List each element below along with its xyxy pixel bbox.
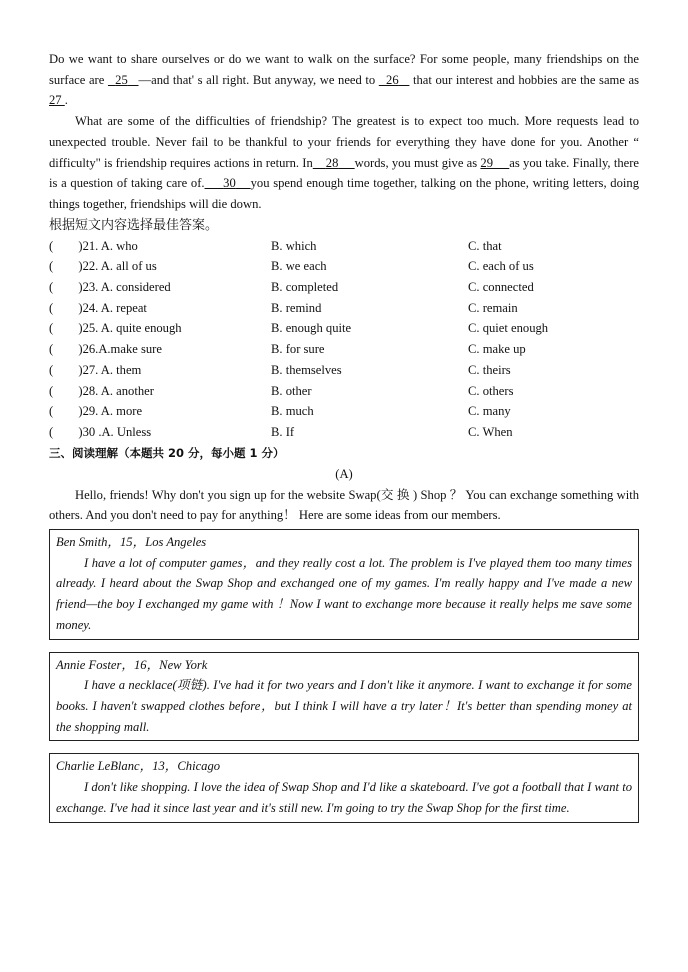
section-title: 三、阅读理解（本题共 20 分，每小题 1 分） <box>49 445 285 460</box>
option-row <box>49 256 639 277</box>
blank-28: 28 <box>325 155 339 170</box>
option-b: B. we each <box>271 259 327 274</box>
member-name: Ben Smith，15，Los Angeles <box>56 535 207 550</box>
option-a: ( )29. A. more <box>49 404 143 419</box>
passage-paragraph-1 <box>49 49 639 111</box>
option-row <box>49 277 639 298</box>
option-c: C. connected <box>468 280 534 295</box>
option-b: B. for sure <box>271 342 325 357</box>
blank-30: 30 <box>223 176 236 191</box>
passage-text: you spend enough time together, talking on the phone, writing letters, doing things together, friendships will die down. <box>49 176 639 211</box>
option-row <box>49 298 639 319</box>
option-c: C. that <box>468 238 502 253</box>
option-a: ( )21. A. who <box>49 238 138 253</box>
option-b: B. enough quite <box>271 321 352 336</box>
option-row <box>49 236 639 257</box>
passage-text: —and that' s all right. But anyway, we need to <box>138 72 379 87</box>
option-a: ( )26.A.make sure <box>49 342 162 357</box>
member-text: I have a necklace(项链). I've had it for two years and I don't like it anymore. I want to exchange it for some books. I haven't swapped clothes before，but I think I will have a try later！It's better than spending money at the shopping mall. <box>56 678 632 734</box>
reading-intro: Hello, friends! Why don't you sign up for the website Swap(交 换 ) Shop ？ You can exchange something with others. And you don't need to pay for anything！ Here are some ideas from our members. <box>49 487 639 523</box>
member-name: Charlie LeBlanc，13，Chicago <box>56 759 221 774</box>
option-row <box>49 339 639 360</box>
option-row <box>49 401 639 422</box>
option-c: C. others <box>468 383 514 398</box>
passage-text: words, you must give as <box>354 155 481 170</box>
instruction: 根据短文内容选择最佳答案。 <box>49 217 219 233</box>
options-table <box>49 236 639 443</box>
option-c: C. each of us <box>468 259 534 274</box>
option-b: B. which <box>271 238 317 253</box>
option-a: ( )25. A. quite enough <box>49 321 182 336</box>
option-row <box>49 422 639 443</box>
passage-text: as you take. Finally, there is a question of taking care of. <box>49 155 640 191</box>
option-c: C. When <box>468 424 513 439</box>
blank-27: 27 <box>49 93 62 108</box>
option-c: C. many <box>468 404 511 419</box>
passage-text: that our interest and hobbies are the same as <box>409 72 640 87</box>
blank-25: 25 <box>115 72 128 87</box>
passage-label: (A) <box>335 466 353 481</box>
option-row <box>49 381 639 402</box>
option-c: C. remain <box>468 300 518 315</box>
passage-paragraph-2 <box>49 111 639 215</box>
member-box <box>49 652 639 742</box>
option-a: ( )22. A. all of us <box>49 259 157 274</box>
member-text: I have a lot of computer games，and they really cost a lot. The problem is I've played them too many times already. I heard about the Swap Shop and exchanged one of my games. I'm really happy and I've made a new friend—the boy I exchanged my game with ！Now I want to exchange more because it really helps me save some money. <box>56 555 632 632</box>
option-a: ( )23. A. considered <box>49 280 171 295</box>
option-c: C. make up <box>468 342 526 357</box>
option-b: B. If <box>271 424 295 439</box>
option-a: ( )28. A. another <box>49 383 154 398</box>
passage-text: Do we want to share ourselves or do we want to walk on the surface? For some people, many friendships on the surface are <box>49 52 639 87</box>
member-text: I don't like shopping. I love the idea of Swap Shop and I'd like a skateboard. I've got a football that I want to exchange. I've had it since last year and it's still new. I'm going to try the Swap Shop for the first time. <box>56 780 632 815</box>
option-b: B. much <box>271 404 314 419</box>
member-box <box>49 753 639 822</box>
option-b: B. remind <box>271 300 322 315</box>
option-a: ( )24. A. repeat <box>49 300 147 315</box>
blank-29: 29 <box>480 155 494 170</box>
option-row <box>49 318 639 339</box>
member-box <box>49 529 639 640</box>
passage-text: What are some of the difficulties of friendship? The greatest is to expect too much. More requests lead to unexpected trouble. Never fail to be thankful to your friends for everything they have done for you. Another “ difficulty" is friendship requires actions in return. In <box>49 114 639 170</box>
member-name: Annie Foster，16，New York <box>56 657 208 672</box>
option-c: C. theirs <box>468 362 511 377</box>
option-b: B. completed <box>271 280 339 295</box>
page <box>49 49 639 823</box>
option-c: C. quiet enough <box>468 321 549 336</box>
passage-text: . <box>64 93 68 108</box>
option-b: B. other <box>271 383 312 398</box>
option-b: B. themselves <box>271 362 342 377</box>
option-a: ( )27. A. them <box>49 362 142 377</box>
blank-26: 26 <box>386 72 399 87</box>
option-row <box>49 360 639 381</box>
option-a: ( )30 .A. Unless <box>49 424 152 439</box>
